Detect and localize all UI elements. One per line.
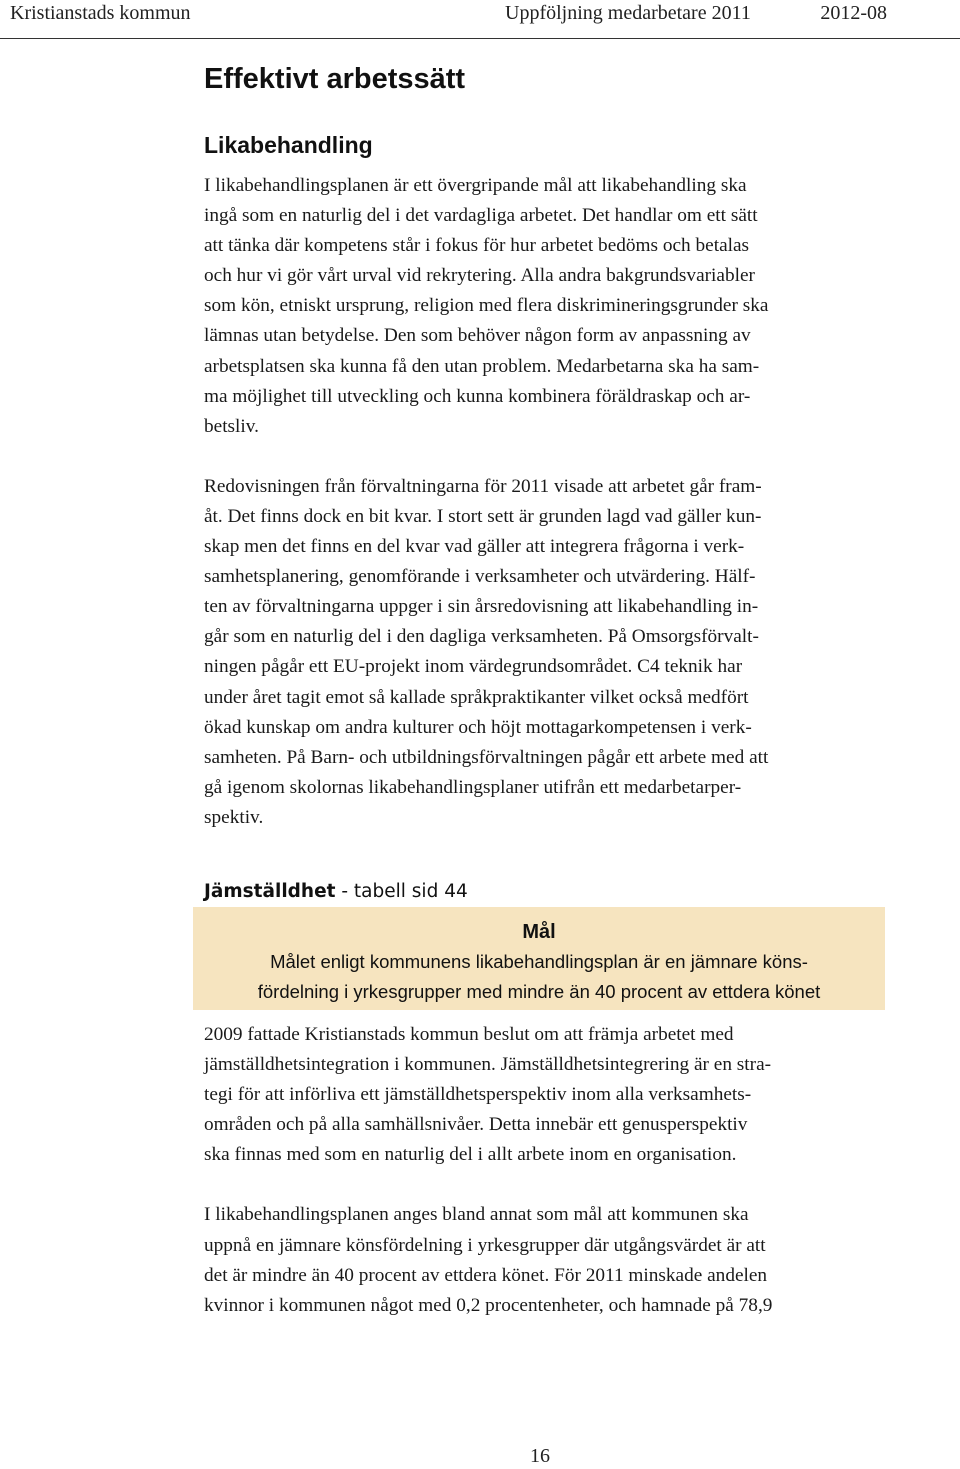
text-line: går som en naturlig del i den dagliga verksamheten. På Omsorgsförvalt-	[204, 626, 759, 648]
text-line: I likabehandlingsplanen är ett övergripande mål att likabehandling ska	[204, 175, 747, 196]
paragraph-konsfordelning	[204, 1200, 884, 1320]
text-line: samheten. På Barn- och utbildningsförvaltningen pågår ett arbete med att	[204, 746, 769, 768]
page-number: 16	[530, 1445, 550, 1467]
text-line: som kön, etniskt ursprung, religion med flera diskrimineringsgrunder ska	[204, 295, 769, 317]
goal-text	[193, 947, 885, 1007]
text-line: ska finnas med som en naturlig del i allt arbete inom en organisation.	[204, 1144, 737, 1166]
text-line: kvinnor i kommunen något med 0,2 procentenheter, och hamnade på 78,9	[204, 1294, 773, 1316]
text-line: arbetsplatsen ska kunna få den utan problem. Medarbetarna ska ha sam-	[204, 355, 760, 377]
text-line: åt. Det finns dock en bit kvar. I stort sett är grunden lagd vad gäller kun-	[204, 505, 762, 527]
header-organization: Kristianstads kommun	[10, 2, 191, 24]
text-line: lämnas utan betydelse. Den som behöver någon form av anpassning av	[204, 325, 751, 347]
text-line: att tänka där kompetens står i fokus för hur arbetet bedöms och betalas	[204, 235, 750, 257]
text-line: under året tagit emot så kallade språkpraktikanter vilket också medfört	[204, 686, 749, 708]
header-date: 2012-08	[820, 2, 887, 24]
jamstalldhet-content	[204, 1020, 884, 1321]
text-line: ten av förvaltningarna uppger i sin årsredovisning att likabehandling in-	[204, 596, 759, 618]
subsection-title: Likabehandling	[204, 132, 373, 158]
text-line: betsliv.	[204, 415, 259, 437]
text-line: Redovisningen från förvaltningarna för 2011 visade att arbetet går fram-	[204, 475, 762, 497]
text-line: ingå som en naturlig del i det vardagliga arbetet. Det handlar om ett sätt	[204, 205, 758, 227]
section-heading-bold: Jämställdhet	[204, 880, 336, 902]
goal-line: Målet enligt kommunens likabehandlingsplan är en jämnare köns-	[270, 951, 808, 972]
header-report-title: Uppföljning medarbetare 2011	[505, 2, 751, 24]
goal-box	[193, 907, 885, 1010]
main-content	[204, 55, 884, 905]
text-line: ökad kunskap om andra kulturer och höjt mottagarkompetensen i verk-	[204, 716, 752, 738]
text-line: gå igenom skolornas likabehandlingsplaner utifrån ett medarbetarper-	[204, 776, 742, 798]
goal-line: fördelning i yrkesgrupper med mindre än 40 procent av ettdera könet	[257, 981, 821, 1002]
section-heading-reference: - tabell sid 44	[335, 880, 468, 902]
page-header	[0, 0, 960, 39]
text-line: 2009 fattade Kristianstads kommun beslut om att främja arbetet med	[204, 1024, 734, 1045]
text-line: det är mindre än 40 procent av ettdera könet. För 2011 minskade andelen	[204, 1264, 768, 1286]
section-heading-jamstalldhet	[204, 879, 884, 905]
text-line: ma möjlighet till utveckling och kunna kombinera föräldraskap och ar-	[204, 385, 751, 407]
text-line: tegi för att införliva ett jämställdhetsperspektiv inom alla verksamhets-	[204, 1084, 752, 1106]
goal-title: Mål	[522, 921, 556, 943]
text-line: områden och på alla samhällsnivåer. Detta innebär ett genusperspektiv	[204, 1114, 748, 1136]
text-line: ningen pågår ett EU-projekt inom värdegrundsområdet. C4 teknik har	[204, 656, 743, 678]
text-line: I likabehandlingsplanen anges bland annat som mål att kommunen ska	[204, 1204, 749, 1226]
text-line: uppnå en jämnare könsfördelning i yrkesgrupper där utgångsvärdet är att	[204, 1234, 766, 1256]
text-line: jämställdhetsintegration i kommunen. Jämställdhetsintegrering är en stra-	[204, 1054, 772, 1076]
paragraph-redovisning	[204, 472, 884, 833]
text-line: skap men det finns en del kvar vad gäller att integrera frågorna i verk-	[204, 536, 745, 558]
paragraph-likabehandling	[204, 171, 884, 442]
text-line: spektiv.	[204, 806, 264, 828]
paragraph-jamstalldhetsintegration	[204, 1020, 884, 1170]
text-line: samhetsplanering, genomförande i verksamheter och utvärdering. Hälf-	[204, 566, 756, 588]
page-title: Effektivt arbetssätt	[204, 63, 466, 95]
text-line: och hur vi gör vårt urval vid rekrytering. Alla andra bakgrundsvariabler	[204, 265, 755, 287]
